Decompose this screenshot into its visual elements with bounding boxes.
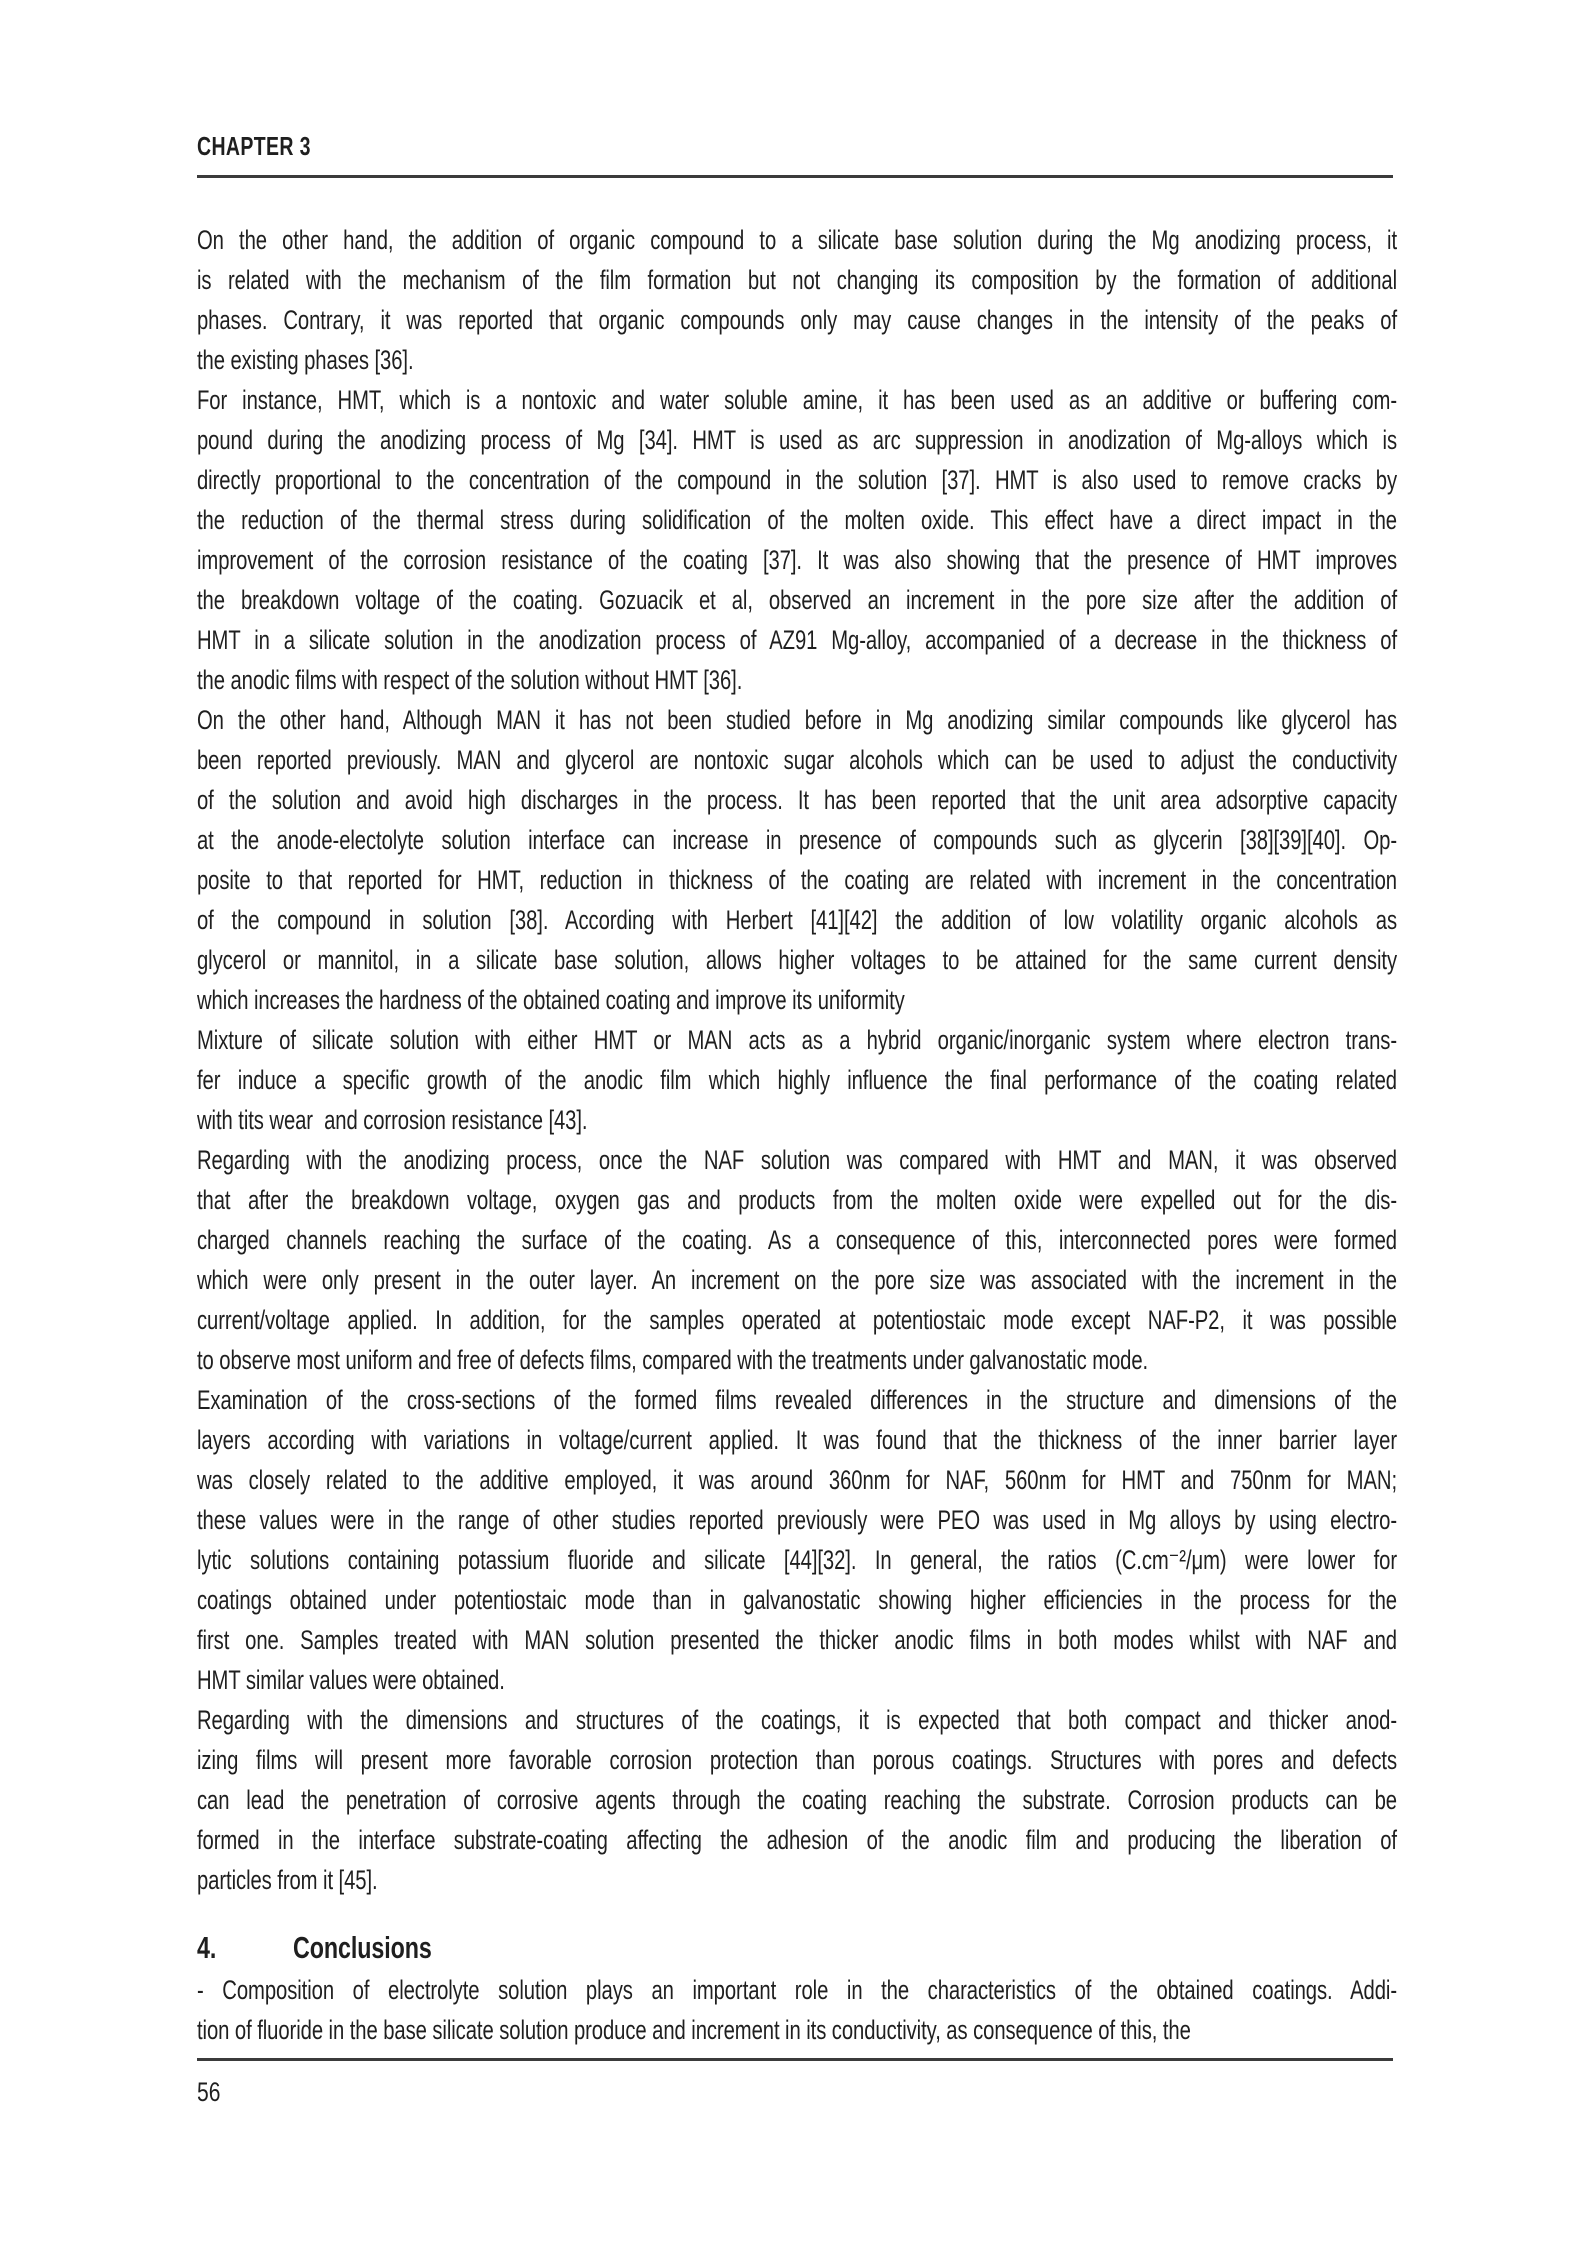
text-line: HMT similar values were obtained. <box>197 1665 505 1695</box>
text-line: On the other hand, the addition of organic compound to a silicate base solution during the Mg anodizing process, it <box>197 225 1397 255</box>
text-line: these values were in the range of other studies reported previously were PEO was used in Mg alloys by using electro- <box>197 1505 1397 1535</box>
text-line: glycerol or mannitol, in a silicate base solution, allows higher voltages to be attained for the same current density <box>197 945 1397 975</box>
text-line: first one. Samples treated with MAN solution presented the thicker anodic films in both modes whilst with NAF and <box>197 1625 1397 1655</box>
text-line: phases. Contrary, it was reported that organic compounds only may cause changes in the intensity of the peaks of <box>197 305 1397 335</box>
section-title: Conclusions <box>293 1930 432 1965</box>
text-line: Regarding with the dimensions and structures of the coatings, it is expected that both compact and thicker anod- <box>197 1705 1397 1735</box>
text-line: izing films will present more favorable corrosion protection than porous coatings. Structures with pores and defects <box>197 1745 1397 1775</box>
text-line: which were only present in the outer layer. An increment on the pore size was associated with the increment in the <box>197 1265 1397 1295</box>
text-line: can lead the penetration of corrosive agents through the coating reaching the substrate. Corrosion products can be <box>197 1785 1397 1815</box>
section-number: 4. <box>197 1930 217 1965</box>
text-line: that after the breakdown voltage, oxygen gas and products from the molten oxide were expelled out for the dis- <box>197 1185 1397 1215</box>
paragraph <box>197 1700 1397 1900</box>
text-line: the existing phases [36]. <box>197 345 414 375</box>
text-line: posite to that reported for HMT, reduction in thickness of the coating are related with increment in the concentration <box>197 865 1397 895</box>
text-line: current/voltage applied. In addition, for the samples operated at potentiostaic mode except NAF-P2, it was possible <box>197 1305 1397 1335</box>
header-rule <box>197 175 1393 178</box>
text-line: of the compound in solution [38]. According with Herbert [41][42] the addition of low volatility organic alcohols as <box>197 905 1397 935</box>
paragraph <box>197 220 1397 380</box>
text-line: the breakdown voltage of the coating. Gozuacik et al, observed an increment in the pore size after the addition of <box>197 585 1397 615</box>
text-line: the reduction of the thermal stress during solidification of the molten oxide. This effect have a direct impact in the <box>197 505 1397 535</box>
paragraphs-container <box>197 220 1397 1900</box>
paragraph <box>197 1140 1397 1380</box>
conclusions-container <box>197 1970 1397 2050</box>
text-line: Regarding with the anodizing process, once the NAF solution was compared with HMT and MAN, it was observed <box>197 1145 1397 1175</box>
text-line: fer induce a specific growth of the anodic film which highly influence the final performance of the coating related <box>197 1065 1397 1095</box>
text-line: which increases the hardness of the obtained coating and improve its uniformity <box>197 985 905 1015</box>
footer-rule <box>197 2058 1393 2061</box>
text-line: layers according with variations in voltage/current applied. It was found that the thickness of the inner barrier layer <box>197 1425 1397 1455</box>
text-line: with tits wear and corrosion resistance [43]. <box>197 1105 588 1135</box>
text-line: at the anode-electolyte solution interface can increase in presence of compounds such as glycerin [38][39][40]. Op- <box>197 825 1397 855</box>
text-line: improvement of the corrosion resistance of the coating [37]. It was also showing that the presence of HMT improves <box>197 545 1397 575</box>
text-line: tion of fluoride in the base silicate solution produce and increment in its conductivity, as consequence of this, the <box>197 2015 1191 2045</box>
text-line: lytic solutions containing potassium fluoride and silicate [44][32]. In general, the ratios (C.cm⁻²/μm) were lower for <box>197 1545 1397 1575</box>
text-line: charged channels reaching the surface of the coating. As a consequence of this, interconnected pores were formed <box>197 1225 1397 1255</box>
text-line: directly proportional to the concentration of the compound in the solution [37]. HMT is also used to remove cracks by <box>197 465 1397 495</box>
text-line: to observe most uniform and free of defects films, compared with the treatments under galvanostatic mode. <box>197 1345 1149 1375</box>
text-line: - Composition of electrolyte solution plays an important role in the characteristics of the obtained coatings. Addi- <box>197 1975 1397 2005</box>
page-number: 56 <box>197 2077 221 2107</box>
paragraph <box>197 380 1397 700</box>
paragraph <box>197 1970 1397 2050</box>
text-line: been reported previously. MAN and glycerol are nontoxic sugar alcohols which can be used to adjust the conductivity <box>197 745 1397 775</box>
text-line: was closely related to the additive employed, it was around 360nm for NAF, 560nm for HMT and 750nm for MAN; <box>197 1465 1397 1495</box>
section-heading <box>197 1926 1397 1970</box>
chapter-header-label: CHAPTER 3 <box>197 131 311 161</box>
text-line: formed in the interface substrate-coating affecting the adhesion of the anodic film and producing the liberation of <box>197 1825 1397 1855</box>
paragraph <box>197 700 1397 1020</box>
text-line: coatings obtained under potentiostaic mode than in galvanostatic showing higher efficiencies in the process for the <box>197 1585 1397 1615</box>
text-line: HMT in a silicate solution in the anodization process of AZ91 Mg-alloy, accompanied of a decrease in the thickness of <box>197 625 1397 655</box>
text-line: is related with the mechanism of the film formation but not changing its composition by the formation of additional <box>197 265 1397 295</box>
body-text-column <box>197 220 1397 2050</box>
text-line: Mixture of silicate solution with either HMT or MAN acts as a hybrid organic/inorganic system where electron trans- <box>197 1025 1397 1055</box>
text-line: of the solution and avoid high discharges in the process. It has been reported that the unit area adsorptive capacity <box>197 785 1397 815</box>
text-line: particles from it [45]. <box>197 1865 378 1895</box>
text-line: Examination of the cross-sections of the formed films revealed differences in the structure and dimensions of the <box>197 1385 1397 1415</box>
text-line: For instance, HMT, which is a nontoxic and water soluble amine, it has been used as an additive or buffering com- <box>197 385 1397 415</box>
text-line: the anodic films with respect of the solution without HMT [36]. <box>197 665 743 695</box>
paragraph <box>197 1380 1397 1700</box>
text-line: On the other hand, Although MAN it has not been studied before in Mg anodizing similar compounds like glycerol has <box>197 705 1397 735</box>
paragraph <box>197 1020 1397 1140</box>
text-line: pound during the anodizing process of Mg [34]. HMT is used as arc suppression in anodization of Mg-alloys which is <box>197 425 1397 455</box>
